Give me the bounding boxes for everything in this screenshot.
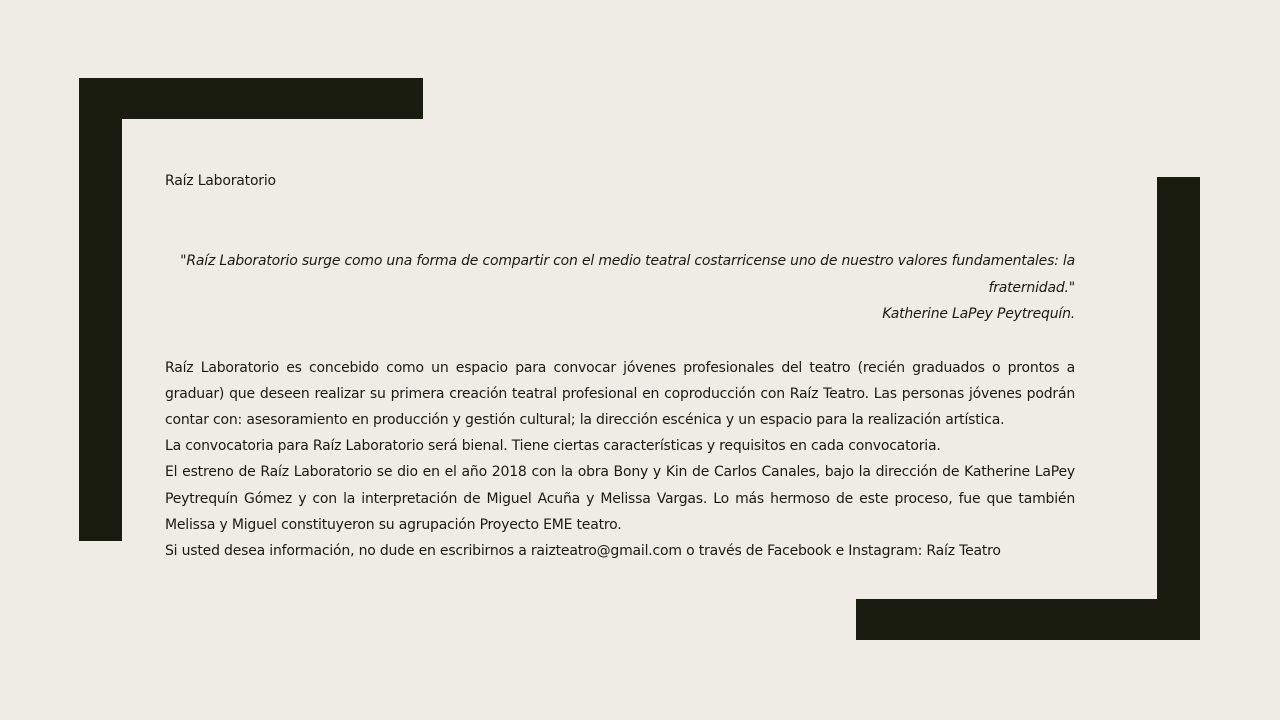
paragraph-convocatoria: La convocatoria para Raíz Laboratorio será bienal. Tiene ciertas características y requisitos en cada convocatoria. — [165, 438, 941, 455]
quote-text: "Raíz Laboratorio surge como una forma de compartir con el medio teatral costarricense uno de nuestro valores fundamentales: la fraternidad." — [180, 253, 1075, 296]
body-text — [165, 355, 1075, 565]
paragraph-contact: Si usted desea información, no dude en escribirnos a raizteatro@gmail.com o través de Facebook e Instagram: Raíz Teatro — [165, 542, 1001, 559]
quote-author: Katherine LaPey Peytrequín. — [882, 306, 1075, 322]
paragraph-estreno: El estreno de Raíz Laboratorio se dio en el año 2018 con la obra Bony y Kin de Carlos Canales, bajo la dirección de Katherine LaPey Peytrequín Gómez y con la interpretación de Miguel Acuña y Melissa Vargas. Lo más hermoso de este proceso, fue que también Melissa y Miguel constituyeron su agrupación Proyecto EME teatro. — [165, 464, 1075, 533]
top-left-bracket-vertical — [79, 78, 122, 541]
slide-title: Raíz Laboratorio — [165, 173, 276, 189]
slide-content — [165, 168, 1075, 564]
bottom-right-bracket-vertical — [1157, 177, 1200, 640]
bottom-right-bracket-horizontal — [856, 599, 1200, 640]
paragraph-description: Raíz Laboratorio es concebido como un espacio para convocar jóvenes profesionales del teatro (recién graduados o prontos a graduar) que deseen realizar su primera creación teatral profesional en coproducción con Raíz Teatro. Las personas jóvenes podrán contar con: asesoramiento en producción y gestión cultural; la dirección escénica y un espacio para la realización artística. — [165, 359, 1075, 428]
top-left-bracket-horizontal — [79, 78, 423, 119]
quote-block — [165, 248, 1075, 328]
